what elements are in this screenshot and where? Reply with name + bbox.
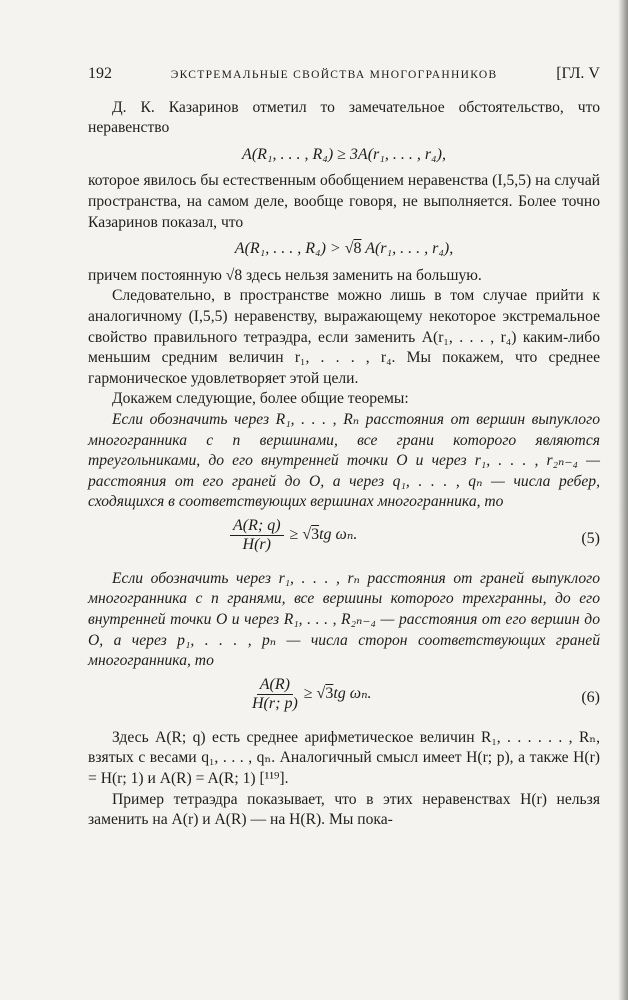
theorem-1: Если обозначить через R₁, . . . , Rₙ расстояния от вершин выпуклого многогранника с n вершинами, все грани которого являются треугольниками, до его внутренней точки O и через r₁, . . . , r₂ₙ₋₄ — расстояния от его граней до O, а через q₁, . . . , qₙ — числа ребер, сходящихся в соответствующих вершинах многогранника, то [88, 410, 600, 511]
formula-2-right: A(r₁, . . . , r₄), [361, 240, 454, 258]
formula-6-tail: tg ωₙ. [333, 685, 372, 703]
fraction [252, 676, 298, 713]
formula-2-left: A(R₁, . . . , R₄) > [234, 240, 345, 258]
sqrt-radicand: 3 [325, 685, 334, 703]
relation: ≥ [303, 685, 313, 703]
fraction-numerator: A(R; q) [230, 517, 284, 536]
sqrt-sign [317, 684, 334, 705]
formula-5 [230, 517, 357, 554]
sqrt-symbol: √ [302, 526, 312, 544]
equation-number-5: (5) [581, 529, 600, 547]
paragraph-2: которое явилось бы естественным обобщением неравенства (I,5,5) на случай пространства, на самом деле, вообще говоря, не выполняется. Более точно Казаринов показал, что [88, 172, 600, 231]
formula-5-row [88, 517, 600, 563]
paragraph-7: Пример тетраэдра показывает, что в этих неравенствах H(r) нельзя заменить на A(r) и A(R) — на H(R). Мы пока- [88, 790, 600, 829]
sqrt-symbol: √ [344, 240, 354, 258]
fraction [230, 517, 284, 554]
theorem-2: Если обозначить через r₁, . . . , rₙ расстояния от граней выпуклого многогранника с n гранями, все вершины которого трехгранны, до его внутренней точки O и через R₁, . . . , R₂ₙ₋₄ — расстояния от его вершин до O, а через p₁, . . . , pₙ — числа сторон соответствующих граней многогранника, то [88, 569, 600, 670]
formula-6 [252, 676, 372, 713]
fraction-denominator: H(r) [242, 535, 271, 553]
page-number: 192 [88, 65, 112, 82]
fraction-numerator: A(R) [257, 676, 293, 695]
page-edge-shadow [618, 0, 628, 1000]
fraction-denominator: H(r; p) [252, 694, 298, 712]
page-content [88, 64, 600, 831]
chapter-label: [ГЛ. V [556, 65, 600, 82]
formula-5-tail: tg ωₙ. [319, 526, 358, 544]
running-header [88, 64, 600, 86]
sqrt-sign [345, 240, 362, 257]
sqrt-symbol: √ [316, 685, 326, 703]
paragraph-1: Д. К. Казаринов отметил то замечательное обстоятельство, что неравенство [88, 98, 600, 137]
sqrt-radicand: 3 [311, 526, 320, 544]
formula-1: A(R₁, . . . , R₄) ≥ 3A(r₁, . . . , r₄), [242, 145, 446, 163]
paragraph-5: Докажем следующие, более общие теоремы: [112, 390, 409, 408]
sqrt-sign [302, 525, 319, 546]
formula-2 [88, 239, 600, 260]
paragraph-6: Здесь A(R; q) есть среднее арифметическое величин R₁, . . . . . . , Rₙ, взятых с весами q₁, . . . , qₙ. Аналогичный смысл имеет H(r; p), а также H(r) = H(r; 1) и A(R) = A(R; 1) [¹¹⁹]. [88, 728, 600, 788]
sqrt-radicand: 8 [353, 240, 362, 258]
equation-number-6: (6) [581, 688, 600, 706]
relation: ≥ [289, 526, 299, 544]
paragraph-3: причем постоянную √8 здесь нельзя заменить на большую. [88, 266, 482, 284]
formula-6-row [88, 676, 600, 722]
paragraph-4: Следовательно, в пространстве можно лишь в том случае прийти к аналогичному (I,5,5) неравенству, выражающему некоторое экстремальное свойство правильного тетраэдра, если заменить A(r₁, . . . , r₄) каким-либо меньшим средним величин r₁, . . . , r₄. Мы покажем, что среднее гармоническое удовлетворяет этой цели. [88, 287, 600, 387]
running-title: ЭКСТРЕМАЛЬНЫЕ СВОЙСТВА МНОГОГРАННИКОВ [170, 69, 498, 81]
